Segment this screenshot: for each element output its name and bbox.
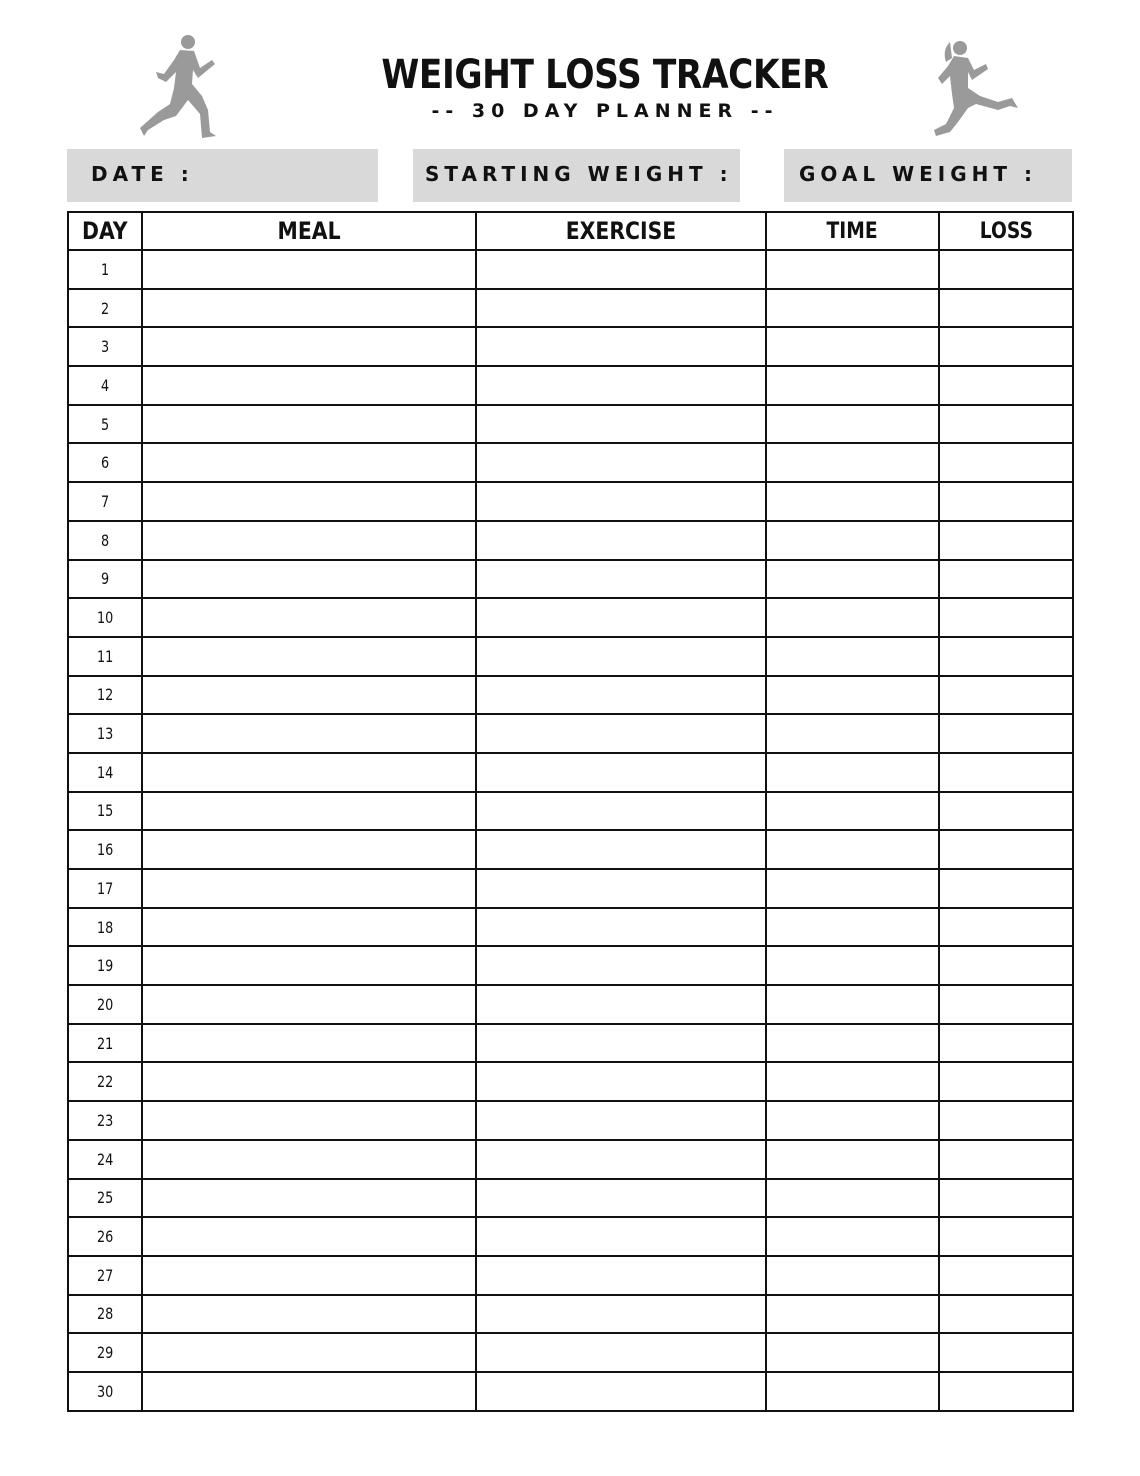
column-header-exercise: EXERCISE xyxy=(476,212,766,250)
time-cell[interactable] xyxy=(766,482,939,521)
column-header-meal: MEAL xyxy=(142,212,476,250)
day-number: 21 xyxy=(68,1024,142,1063)
exercise-cell[interactable] xyxy=(476,1295,766,1334)
exercise-cell[interactable] xyxy=(476,482,766,521)
loss-cell[interactable] xyxy=(939,1295,1073,1334)
time-cell[interactable] xyxy=(766,753,939,792)
table-row xyxy=(68,1062,1073,1101)
loss-cell[interactable] xyxy=(939,327,1073,366)
time-cell[interactable] xyxy=(766,792,939,831)
table-row xyxy=(68,985,1073,1024)
table-row xyxy=(68,676,1073,715)
table-row xyxy=(68,1333,1073,1372)
table-row xyxy=(68,714,1073,753)
starting-weight-field[interactable] xyxy=(413,149,740,202)
table-row xyxy=(68,637,1073,676)
time-cell[interactable] xyxy=(766,443,939,482)
exercise-cell[interactable] xyxy=(476,946,766,985)
day-number: 2 xyxy=(68,289,142,328)
table-row xyxy=(68,1101,1073,1140)
exercise-cell[interactable] xyxy=(476,869,766,908)
meal-cell[interactable] xyxy=(142,289,476,328)
meal-cell[interactable] xyxy=(142,869,476,908)
time-cell[interactable] xyxy=(766,1333,939,1372)
time-cell[interactable] xyxy=(766,521,939,560)
goal-weight-field[interactable] xyxy=(784,149,1072,202)
starting-weight-label: STARTING WEIGHT : xyxy=(425,162,733,186)
time-cell[interactable] xyxy=(766,1256,939,1295)
goal-weight-label: GOAL WEIGHT : xyxy=(799,162,1037,186)
meal-cell[interactable] xyxy=(142,1256,476,1295)
time-cell[interactable] xyxy=(766,560,939,599)
day-number: 5 xyxy=(68,405,142,444)
table-row xyxy=(68,1295,1073,1334)
exercise-cell[interactable] xyxy=(476,1372,766,1411)
loss-cell[interactable] xyxy=(939,792,1073,831)
loss-cell[interactable] xyxy=(939,443,1073,482)
day-number: 17 xyxy=(68,869,142,908)
loss-cell[interactable] xyxy=(939,946,1073,985)
table-row xyxy=(68,946,1073,985)
date-label: DATE : xyxy=(91,162,194,186)
loss-cell[interactable] xyxy=(939,637,1073,676)
time-cell[interactable] xyxy=(766,1217,939,1256)
tracker-table xyxy=(67,211,1074,1412)
loss-cell[interactable] xyxy=(939,250,1073,289)
day-number: 28 xyxy=(68,1295,142,1334)
time-cell[interactable] xyxy=(766,714,939,753)
meal-cell[interactable] xyxy=(142,1217,476,1256)
loss-cell[interactable] xyxy=(939,869,1073,908)
meal-cell[interactable] xyxy=(142,560,476,599)
exercise-cell[interactable] xyxy=(476,405,766,444)
loss-cell[interactable] xyxy=(939,1217,1073,1256)
time-cell[interactable] xyxy=(766,985,939,1024)
loss-cell[interactable] xyxy=(939,482,1073,521)
loss-cell[interactable] xyxy=(939,714,1073,753)
day-number: 24 xyxy=(68,1140,142,1179)
time-cell[interactable] xyxy=(766,598,939,637)
table-row xyxy=(68,1217,1073,1256)
time-cell[interactable] xyxy=(766,1140,939,1179)
table-row xyxy=(68,521,1073,560)
meal-cell[interactable] xyxy=(142,1062,476,1101)
day-number: 20 xyxy=(68,985,142,1024)
meal-cell[interactable] xyxy=(142,598,476,637)
day-number: 30 xyxy=(68,1372,142,1411)
day-number: 7 xyxy=(68,482,142,521)
loss-cell[interactable] xyxy=(939,405,1073,444)
loss-cell[interactable] xyxy=(939,1372,1073,1411)
meal-cell[interactable] xyxy=(142,1024,476,1063)
time-cell[interactable] xyxy=(766,1101,939,1140)
table-row xyxy=(68,869,1073,908)
time-cell[interactable] xyxy=(766,908,939,947)
day-number: 13 xyxy=(68,714,142,753)
meal-cell[interactable] xyxy=(142,714,476,753)
column-header-day: DAY xyxy=(68,212,142,250)
exercise-cell[interactable] xyxy=(476,908,766,947)
meal-cell[interactable] xyxy=(142,1179,476,1218)
loss-cell[interactable] xyxy=(939,1140,1073,1179)
meal-cell[interactable] xyxy=(142,405,476,444)
exercise-cell[interactable] xyxy=(476,637,766,676)
time-cell[interactable] xyxy=(766,289,939,328)
day-number: 22 xyxy=(68,1062,142,1101)
meal-cell[interactable] xyxy=(142,1140,476,1179)
loss-cell[interactable] xyxy=(939,830,1073,869)
meal-cell[interactable] xyxy=(142,946,476,985)
date-field[interactable] xyxy=(67,149,378,202)
time-cell[interactable] xyxy=(766,1179,939,1218)
day-number: 10 xyxy=(68,598,142,637)
meal-cell[interactable] xyxy=(142,327,476,366)
loss-cell[interactable] xyxy=(939,676,1073,715)
table-row xyxy=(68,753,1073,792)
meal-cell[interactable] xyxy=(142,985,476,1024)
meal-cell[interactable] xyxy=(142,637,476,676)
exercise-cell[interactable] xyxy=(476,327,766,366)
table-row xyxy=(68,289,1073,328)
table-row xyxy=(68,1140,1073,1179)
time-cell[interactable] xyxy=(766,676,939,715)
meal-cell[interactable] xyxy=(142,753,476,792)
loss-cell[interactable] xyxy=(939,753,1073,792)
meal-cell[interactable] xyxy=(142,250,476,289)
table-row xyxy=(68,327,1073,366)
table-row xyxy=(68,1179,1073,1218)
meal-cell[interactable] xyxy=(142,1101,476,1140)
exercise-cell[interactable] xyxy=(476,560,766,599)
loss-cell[interactable] xyxy=(939,1101,1073,1140)
table-row xyxy=(68,830,1073,869)
exercise-cell[interactable] xyxy=(476,1140,766,1179)
time-cell[interactable] xyxy=(766,405,939,444)
exercise-cell[interactable] xyxy=(476,792,766,831)
time-cell[interactable] xyxy=(766,327,939,366)
time-cell[interactable] xyxy=(766,637,939,676)
exercise-cell[interactable] xyxy=(476,1179,766,1218)
female-runner-icon xyxy=(928,36,1024,142)
column-header-loss: LOSS xyxy=(939,212,1073,250)
exercise-cell[interactable] xyxy=(476,676,766,715)
time-cell[interactable] xyxy=(766,830,939,869)
day-number: 27 xyxy=(68,1256,142,1295)
exercise-cell[interactable] xyxy=(476,250,766,289)
exercise-cell[interactable] xyxy=(476,753,766,792)
loss-cell[interactable] xyxy=(939,289,1073,328)
meal-cell[interactable] xyxy=(142,443,476,482)
table-row xyxy=(68,560,1073,599)
loss-cell[interactable] xyxy=(939,366,1073,405)
day-number: 8 xyxy=(68,521,142,560)
table-row xyxy=(68,482,1073,521)
time-cell[interactable] xyxy=(766,1295,939,1334)
day-number: 25 xyxy=(68,1179,142,1218)
day-number: 18 xyxy=(68,908,142,947)
table-header-row xyxy=(68,212,1073,250)
loss-cell[interactable] xyxy=(939,560,1073,599)
day-number: 19 xyxy=(68,946,142,985)
exercise-cell[interactable] xyxy=(476,598,766,637)
exercise-cell[interactable] xyxy=(476,366,766,405)
exercise-cell[interactable] xyxy=(476,985,766,1024)
meal-cell[interactable] xyxy=(142,521,476,560)
loss-cell[interactable] xyxy=(939,1024,1073,1063)
exercise-cell[interactable] xyxy=(476,1101,766,1140)
loss-cell[interactable] xyxy=(939,908,1073,947)
meal-cell[interactable] xyxy=(142,830,476,869)
loss-cell[interactable] xyxy=(939,1256,1073,1295)
day-number: 11 xyxy=(68,637,142,676)
day-number: 16 xyxy=(68,830,142,869)
loss-cell[interactable] xyxy=(939,598,1073,637)
day-number: 15 xyxy=(68,792,142,831)
table-row xyxy=(68,443,1073,482)
table-row xyxy=(68,1024,1073,1063)
exercise-cell[interactable] xyxy=(476,1333,766,1372)
day-number: 3 xyxy=(68,327,142,366)
meal-cell[interactable] xyxy=(142,792,476,831)
exercise-cell[interactable] xyxy=(476,714,766,753)
day-number: 12 xyxy=(68,676,142,715)
meal-cell[interactable] xyxy=(142,1333,476,1372)
table-row xyxy=(68,792,1073,831)
table-row xyxy=(68,1256,1073,1295)
loss-cell[interactable] xyxy=(939,1179,1073,1218)
meal-cell[interactable] xyxy=(142,482,476,521)
table-row xyxy=(68,366,1073,405)
day-number: 1 xyxy=(68,250,142,289)
exercise-cell[interactable] xyxy=(476,1062,766,1101)
time-cell[interactable] xyxy=(766,1024,939,1063)
day-number: 4 xyxy=(68,366,142,405)
exercise-cell[interactable] xyxy=(476,521,766,560)
table-row xyxy=(68,405,1073,444)
header xyxy=(330,52,880,122)
exercise-cell[interactable] xyxy=(476,443,766,482)
time-cell[interactable] xyxy=(766,946,939,985)
exercise-cell[interactable] xyxy=(476,1217,766,1256)
time-cell[interactable] xyxy=(766,1372,939,1411)
meal-cell[interactable] xyxy=(142,676,476,715)
day-number: 23 xyxy=(68,1101,142,1140)
time-cell[interactable] xyxy=(766,366,939,405)
exercise-cell[interactable] xyxy=(476,1024,766,1063)
meal-cell[interactable] xyxy=(142,366,476,405)
day-number: 14 xyxy=(68,753,142,792)
table-row xyxy=(68,908,1073,947)
loss-cell[interactable] xyxy=(939,1333,1073,1372)
table-row xyxy=(68,598,1073,637)
column-header-time: TIME xyxy=(766,212,939,250)
exercise-cell[interactable] xyxy=(476,289,766,328)
day-number: 9 xyxy=(68,560,142,599)
loss-cell[interactable] xyxy=(939,521,1073,560)
loss-cell[interactable] xyxy=(939,1062,1073,1101)
meal-cell[interactable] xyxy=(142,908,476,947)
page-subtitle: -- 30 DAY PLANNER -- xyxy=(431,100,779,122)
time-cell[interactable] xyxy=(766,250,939,289)
page-title: WEIGHT LOSS TRACKER xyxy=(381,52,829,98)
meal-cell[interactable] xyxy=(142,1372,476,1411)
loss-cell[interactable] xyxy=(939,985,1073,1024)
day-number: 29 xyxy=(68,1333,142,1372)
day-number: 26 xyxy=(68,1217,142,1256)
day-number: 6 xyxy=(68,443,142,482)
meal-cell[interactable] xyxy=(142,1295,476,1334)
time-cell[interactable] xyxy=(766,1062,939,1101)
table-row xyxy=(68,1372,1073,1411)
time-cell[interactable] xyxy=(766,869,939,908)
exercise-cell[interactable] xyxy=(476,1256,766,1295)
male-runner-icon xyxy=(136,32,220,142)
exercise-cell[interactable] xyxy=(476,830,766,869)
table-row xyxy=(68,250,1073,289)
